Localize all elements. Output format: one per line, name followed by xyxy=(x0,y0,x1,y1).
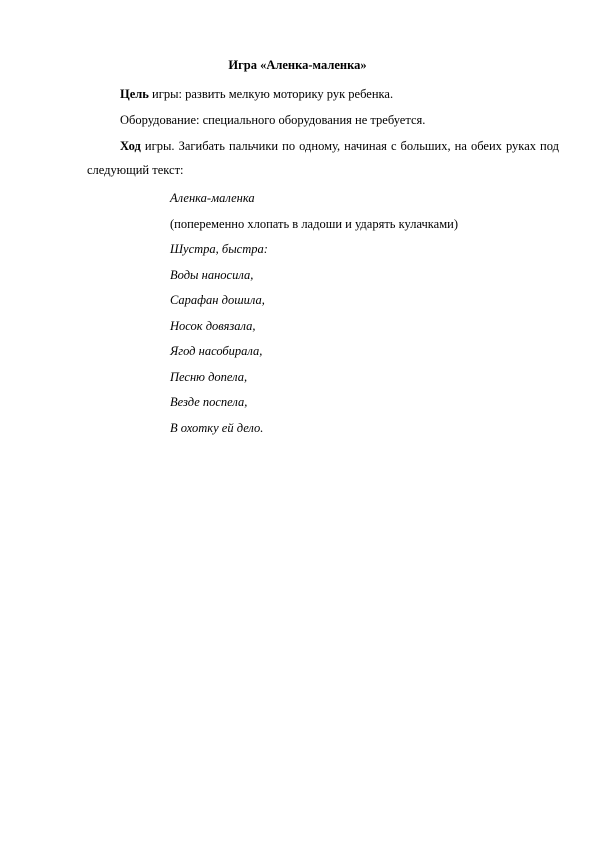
poem-line xyxy=(170,288,458,314)
procedure-text: игры. Загибать пальчики по одному, начиная с больших, на обеих руках под следующий текст: xyxy=(87,139,559,177)
poem-lines xyxy=(170,186,458,441)
poem-line-text: Песню допела, xyxy=(170,369,248,384)
poem-line xyxy=(170,263,458,289)
poem-line xyxy=(170,237,458,263)
poem-line-text: Сарафан дошила, xyxy=(170,293,265,307)
poem-line xyxy=(170,365,458,391)
procedure-paragraph xyxy=(87,134,559,182)
poem-line xyxy=(170,416,458,442)
poem-line xyxy=(170,186,458,212)
poem-line-text: Носок довязала, xyxy=(170,318,256,333)
poem-line xyxy=(170,314,458,340)
goal-text: игры: развить мелкую моторику рук ребенка. xyxy=(148,87,394,101)
poem-line xyxy=(170,339,458,365)
poem-line-text: Аленка-маленка xyxy=(170,191,255,205)
goal-label: Цель xyxy=(120,87,149,101)
poem-line-text: (попеременно хлопать в ладоши и ударять кулачками) xyxy=(170,216,458,231)
poem-line-text: Воды наносила, xyxy=(170,267,254,282)
poem-line-text: Шустра, быстра: xyxy=(170,242,268,256)
poem-line xyxy=(170,212,458,238)
document-title: Игра «Аленка-маленка» xyxy=(228,58,367,72)
poem-line-text: Ягод насобирала, xyxy=(170,344,263,358)
poem-line xyxy=(170,390,458,416)
procedure-label: Ход xyxy=(120,139,141,153)
poem-line-text: В охотку ей дело. xyxy=(170,420,264,435)
goal-paragraph xyxy=(87,82,559,106)
equipment-paragraph xyxy=(87,108,559,132)
equipment-text: Оборудование: специального оборудования не требуется. xyxy=(120,113,426,127)
poem-line-text: Везде поспела, xyxy=(170,395,248,409)
